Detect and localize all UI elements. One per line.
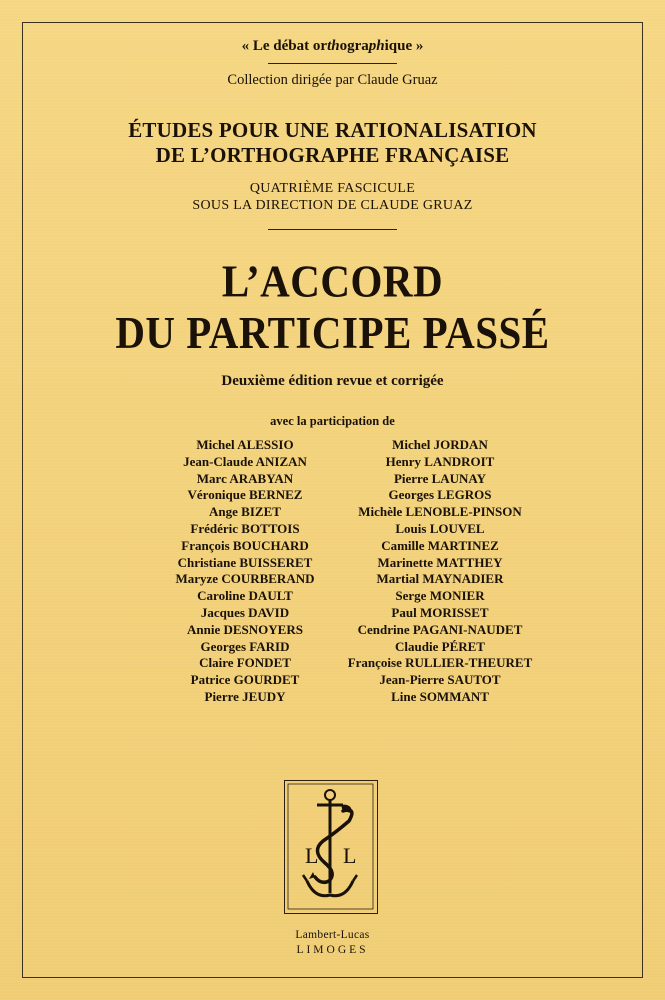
contributor-name: Michel JORDAN [392, 437, 488, 452]
contributor-name: Henry LANDROIT [385, 453, 495, 469]
main-title [0, 255, 665, 358]
contributor-name: Véronique BERNEZ [187, 487, 303, 503]
divider-rule [268, 229, 397, 230]
contributor-name: Frédéric BOTTOIS [190, 520, 300, 536]
publisher-emblem [284, 780, 378, 914]
study-title [0, 118, 665, 168]
contributor-name: Marinette MATTHEY [377, 554, 503, 570]
fascicle-line: SOUS LA DIRECTION DE CLAUDE GRUAZ [192, 198, 473, 213]
contributor-name: Michel ALESSIO [196, 437, 294, 452]
anchor-dolphin-icon [285, 781, 376, 912]
contributor-name: Patrice GOURDET [190, 672, 300, 688]
study-title-line: ÉTUDES POUR UNE RATIONALISATION [128, 118, 537, 142]
contributor-name: Christiane BUISSERET [177, 554, 313, 570]
contributor-name: Camille MARTINEZ [381, 537, 499, 553]
contributor-name: Georges FARID [200, 638, 290, 654]
publisher-city: LIMOGES [296, 944, 369, 956]
fascicle-info [0, 180, 665, 214]
contributor-name: Claudie PÉRET [395, 638, 485, 654]
publisher-name: Lambert-Lucas [295, 929, 370, 941]
contributor-name: Marc ARABYAN [196, 470, 294, 486]
collection-editor: Collection dirigée par Claude Gruaz [227, 72, 438, 88]
contributor-name: Caroline DAULT [197, 588, 293, 604]
contributors-right-column [330, 437, 550, 706]
participation-heading: avec la participation de [270, 414, 395, 428]
emblem-letter-left: L [305, 843, 319, 868]
contributor-name: Serge MONIER [395, 588, 485, 604]
contributor-name: Pierre JEUDY [204, 688, 286, 704]
contributor-name: Martial MAYNADIER [376, 571, 504, 587]
contributor-name: Louis LOUVEL [395, 520, 485, 536]
contributor-name: Françoise RULLIER-THEURET [347, 655, 533, 671]
divider-rule [268, 63, 397, 64]
emblem-letter-right: L [343, 843, 357, 868]
main-title-line: DU PARTICIPE PASSÉ [115, 306, 550, 359]
contributor-name: Ange BIZET [209, 504, 281, 520]
contributor-name: Jean-Pierre SAUTOT [379, 672, 501, 688]
edition-note: Deuxième édition revue et corrigée [221, 373, 444, 389]
contributor-name: Line SOMMANT [391, 688, 489, 704]
contributor-name: Georges LEGROS [388, 487, 492, 503]
contributor-name: Paul MORISSET [391, 604, 489, 620]
contributor-name: Annie DESNOYERS [187, 621, 303, 637]
contributors-left-column [150, 437, 340, 706]
contributor-name: Jean-Claude ANIZAN [183, 453, 307, 469]
contributor-name: Maryze COURBERAND [175, 571, 315, 587]
contributor-name: Claire FONDET [199, 655, 291, 671]
study-title-line: DE L’ORTHOGRAPHE FRANÇAISE [155, 143, 510, 167]
contributor-name: Cendrine PAGANI-NAUDET [357, 621, 523, 637]
main-title-line: L’ACCORD [221, 255, 444, 307]
series-title: « Le débat orthographique » [241, 38, 424, 54]
contributor-name: Pierre LAUNAY [393, 470, 487, 486]
fascicle-line: QUATRIÈME FASCICULE [249, 181, 416, 196]
contributor-name: Michèle LENOBLE-PINSON [358, 504, 522, 520]
contributor-name: François BOUCHARD [181, 537, 309, 553]
contributor-name: Jacques DAVID [200, 604, 290, 620]
